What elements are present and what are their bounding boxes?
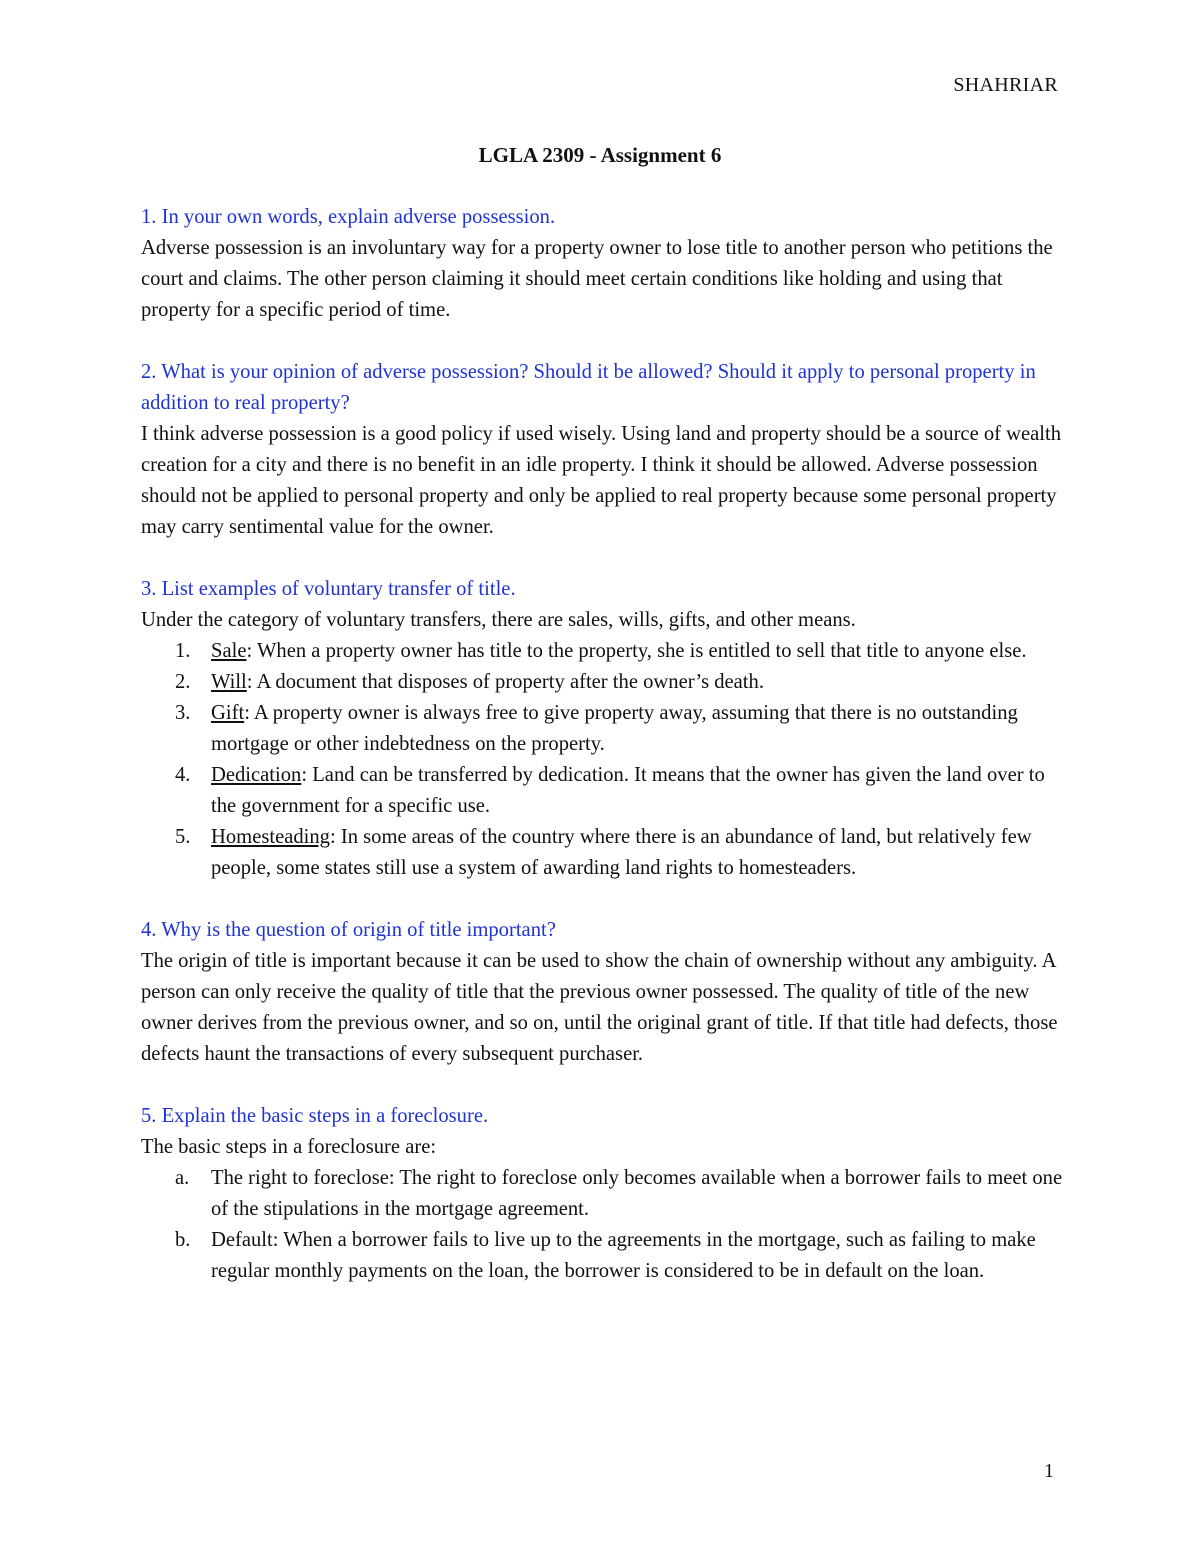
list-term: Gift <box>211 702 245 724</box>
page-number: 1 <box>1044 1460 1054 1482</box>
list-item <box>141 760 1066 822</box>
list-term: Will <box>211 671 247 693</box>
list-item <box>141 636 1066 667</box>
question-section-2 <box>141 357 1066 543</box>
question-section-3 <box>141 574 1066 884</box>
document-body <box>141 202 1066 1318</box>
list-marker: 3. <box>175 702 191 724</box>
author-header: SHAHRIAR <box>953 74 1058 96</box>
answer-3-intro: Under the category of voluntary transfers, there are sales, wills, gifts, and other means. <box>141 609 856 631</box>
list-item <box>141 698 1066 760</box>
list-marker: b. <box>175 1229 191 1251</box>
list-term: Homesteading <box>211 826 330 848</box>
answer-2: I think adverse possession is a good policy if used wisely. Using land and property should be a source of wealth creation for a city and there is no benefit in an idle property. I think it should be allowed. Adverse possession should not be applied to personal property and only be applied to real property because some personal property may carry sentimental value for the owner. <box>141 423 1062 538</box>
question-section-1 <box>141 202 1066 326</box>
document-title: LGLA 2309 - Assignment 6 <box>478 143 722 167</box>
list-text: : When a property owner has title to the property, she is entitled to sell that title to anyone else. <box>246 640 1027 662</box>
list-item <box>141 667 1066 698</box>
list-text: The right to foreclose: The right to foreclose only becomes available when a borrower fails to meet one of the stipulations in the mortgage agreement. <box>211 1167 1063 1220</box>
list-item <box>141 1225 1066 1287</box>
list-term: Sale <box>211 640 247 662</box>
list-marker: 4. <box>175 764 191 786</box>
list-item <box>141 822 1066 884</box>
question-5: 5. Explain the basic steps in a foreclosure. <box>141 1105 489 1127</box>
list-text: : A document that disposes of property after the owner’s death. <box>246 671 764 693</box>
answer-4: The origin of title is important because it can be used to show the chain of ownership without any ambiguity. A person can only receive the quality of title that the previous owner possessed. The quality of title of the new owner derives from the previous owner, and so on, until the original grant of title. If that title had defects, those defects haunt the transactions of every subsequent purchaser. <box>141 950 1058 1065</box>
list-text: Default: When a borrower fails to live up to the agreements in the mortgage, such as failing to make regular monthly payments on the loan, the borrower is considered to be in default on the loan. <box>211 1229 1036 1282</box>
question-section-4 <box>141 915 1066 1070</box>
list-term: Dedication <box>211 764 302 786</box>
list-item <box>141 1163 1066 1225</box>
list-marker: 5. <box>175 826 191 848</box>
list-marker: 2. <box>175 671 191 693</box>
list-marker: a. <box>175 1167 190 1189</box>
question-3: 3. List examples of voluntary transfer of title. <box>141 578 516 600</box>
question-1: 1. In your own words, explain adverse possession. <box>141 206 556 228</box>
list-text: : A property owner is always free to give property away, assuming that there is no outstanding mortgage or other indebtedness on the property. <box>211 702 1018 755</box>
list-text: : In some areas of the country where there is an abundance of land, but relatively few people, some states still use a system of awarding land rights to homesteaders. <box>211 826 1032 879</box>
answer-1: Adverse possession is an involuntary way for a property owner to lose title to another person who petitions the court and claims. The other person claiming it should meet certain conditions like holding and using that property for a specific period of time. <box>141 237 1053 321</box>
question-2: 2. What is your opinion of adverse possession? Should it be allowed? Should it apply to personal property in addition to real property? <box>141 361 1036 414</box>
list-marker: 1. <box>175 640 191 662</box>
question-section-5 <box>141 1101 1066 1287</box>
list-text: : Land can be transferred by dedication. It means that the owner has given the land over to the government for a specific use. <box>211 764 1045 817</box>
question-4: 4. Why is the question of origin of title important? <box>141 919 556 941</box>
answer-5-intro: The basic steps in a foreclosure are: <box>141 1136 437 1158</box>
